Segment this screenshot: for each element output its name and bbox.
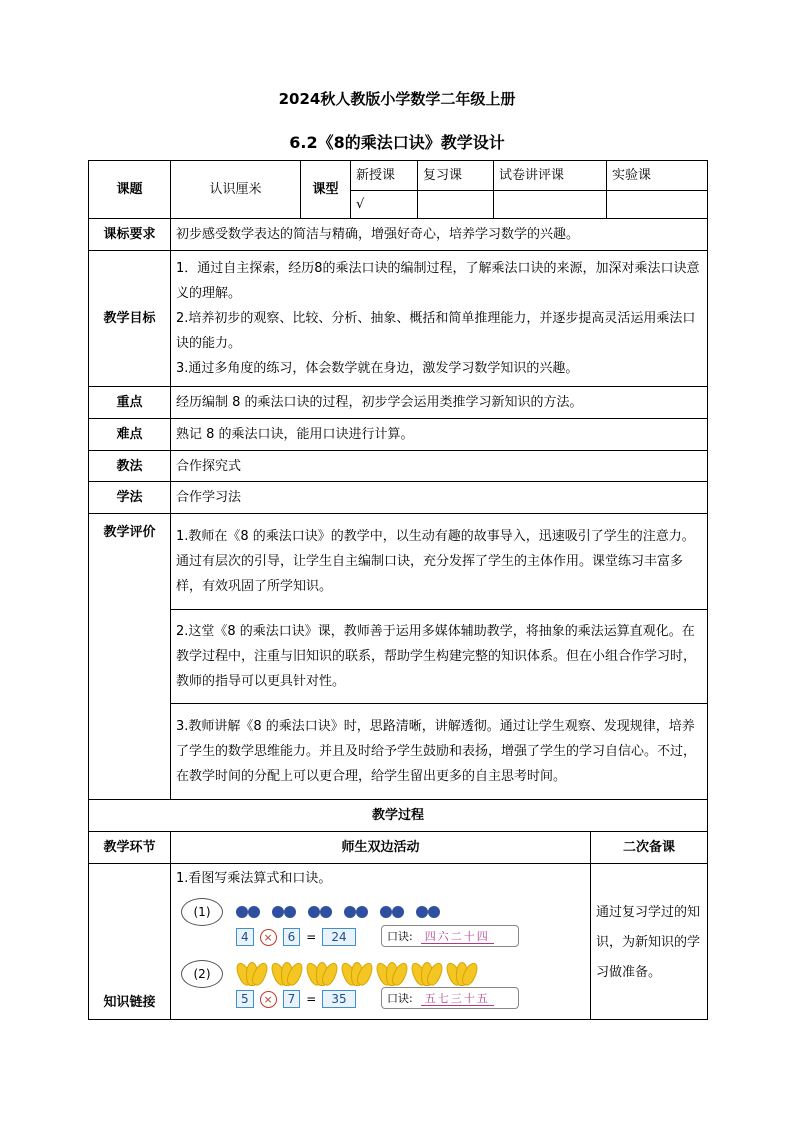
pingjia-item: 2.这堂《8 的乘法口诀》课，教师善于运用多媒体辅助教学，将抽象的乘法运算直观化。在教学过程中，注重与旧知识的联系，帮助学生构建完整的知识体系。但在小组合作学习时，教师的指导可以更具针对性。 (171, 610, 708, 704)
nandian-label: 难点 (89, 419, 171, 451)
document-subtitle: 6.2《8的乘法口诀》教学设计 (289, 133, 505, 152)
banana-icon (306, 962, 336, 986)
check-mark: √ (351, 191, 418, 219)
type-shijuan: 试卷讲评课 (494, 161, 607, 191)
mubiao-item: 2.培养初步的观察、比较、分析、抽象、概括和简单推理能力，并逐步提高灵活运用乘法口诀的能力。 (176, 311, 696, 351)
biaozhun-label: 课标要求 (89, 219, 171, 251)
nandian-text: 熟记 8 的乘法口诀，能用口诀进行计算。 (171, 419, 708, 451)
blueberry-icon (380, 904, 406, 920)
koujue-label: 口诀: (387, 992, 413, 1005)
keti-label: 课题 (89, 161, 171, 219)
pingjia-item: 3.教师讲解《8 的乘法口诀》时，思路清晰，讲解透彻。通过让学生观察、发现规律，培养了学生的数学思维能力。并且及时给予学生鼓励和表扬，增强了学生的学习自信心。不过，在教学时间的分配上可以更合理，给学生留出更多的自主思考时间。 (171, 704, 708, 800)
koujue-label: 口诀: (387, 930, 413, 943)
mubiao-label: 教学目标 (89, 251, 171, 387)
exercise-image (176, 890, 585, 1015)
xuefa-label: 学法 (89, 482, 171, 514)
problem-1 (181, 894, 521, 952)
blueberry-icon (416, 904, 442, 920)
banana-icon (411, 962, 441, 986)
factor-b: 7 (283, 990, 301, 1008)
blueberry-icon (272, 904, 298, 920)
blueberry-icon (344, 904, 370, 920)
zhongdian-label: 重点 (89, 387, 171, 419)
task-text: 1.看图写乘法算式和口诀。 (176, 871, 332, 886)
type-fuxi: 复习课 (418, 161, 494, 191)
problem-number: (2) (181, 960, 223, 988)
equation (236, 928, 356, 946)
type-xinshou: 新授课 (351, 161, 418, 191)
koujue-answer: 四六二十四 (421, 930, 494, 944)
product: 24 (322, 928, 355, 946)
col-beike: 二次备课 (591, 832, 708, 864)
multiply-sign: × (260, 929, 277, 946)
biaozhun-text: 初步感受数学表达的简洁与精确，增强好奇心，培养学习数学的兴趣。 (171, 219, 708, 251)
product: 35 (322, 990, 355, 1008)
equation (236, 990, 356, 1008)
factor-b: 6 (283, 928, 301, 946)
mubiao-item: 1．通过自主探索，经历8的乘法口诀的编制过程，了解乘法口诀的来源，加深对乘法口诀意义的理解。 (176, 261, 700, 301)
equals-sign: = (306, 991, 317, 1006)
blueberry-icon (236, 904, 262, 920)
document-title: 2024秋人教版小学数学二年级上册 (278, 90, 516, 108)
activity-cell (171, 864, 591, 1020)
problem-2 (181, 956, 521, 1014)
kexing-label: 课型 (301, 161, 351, 219)
banana-icon (271, 962, 301, 986)
jiaofa-text: 合作探究式 (171, 451, 708, 482)
keti-value: 认识厘米 (171, 161, 301, 219)
banana-icon (236, 962, 266, 986)
banana-icon (376, 962, 406, 986)
col-huanjie: 教学环节 (89, 832, 171, 864)
mubiao-item: 3.通过多角度的练习，体会数学就在身边，激发学习数学知识的兴趣。 (176, 361, 579, 376)
stage-label: 知识链接 (89, 864, 171, 1020)
banana-icon (446, 962, 476, 986)
zhongdian-text: 经历编制 8 的乘法口诀的过程，初步学会运用类推学习新知识的方法。 (171, 387, 708, 419)
pingjia-item: 1.教师在《8 的乘法口诀》的教学中，以生动有趣的故事导入，迅速吸引了学生的注意力。通过有层次的引导，让学生自主编制口诀，充分发挥了学生的主体作用。课堂练习丰富多样，有效巩固了所学知识。 (171, 514, 708, 610)
blueberry-row (236, 896, 442, 926)
type-shiyan: 实验课 (607, 161, 708, 191)
koujue-box (381, 987, 519, 1009)
beike-note: 通过复习学过的知识，为新知识的学习做准备。 (591, 864, 708, 1020)
blueberry-icon (308, 904, 334, 920)
mubiao-text (171, 251, 708, 387)
factor-a: 4 (236, 928, 254, 946)
process-title: 教学过程 (89, 800, 708, 832)
banana-row (236, 958, 476, 988)
problem-number: (1) (181, 898, 223, 926)
koujue-box (381, 925, 519, 947)
pingjia-label: 教学评价 (89, 514, 171, 800)
equals-sign: = (306, 929, 317, 944)
xuefa-text: 合作学习法 (171, 482, 708, 514)
banana-icon (341, 962, 371, 986)
col-huodong: 师生双边活动 (171, 832, 591, 864)
koujue-answer: 五七三十五 (421, 992, 494, 1006)
multiply-sign: × (260, 991, 277, 1008)
jiaofa-label: 教法 (89, 451, 171, 482)
lesson-plan-table (88, 160, 708, 1020)
factor-a: 5 (236, 990, 254, 1008)
